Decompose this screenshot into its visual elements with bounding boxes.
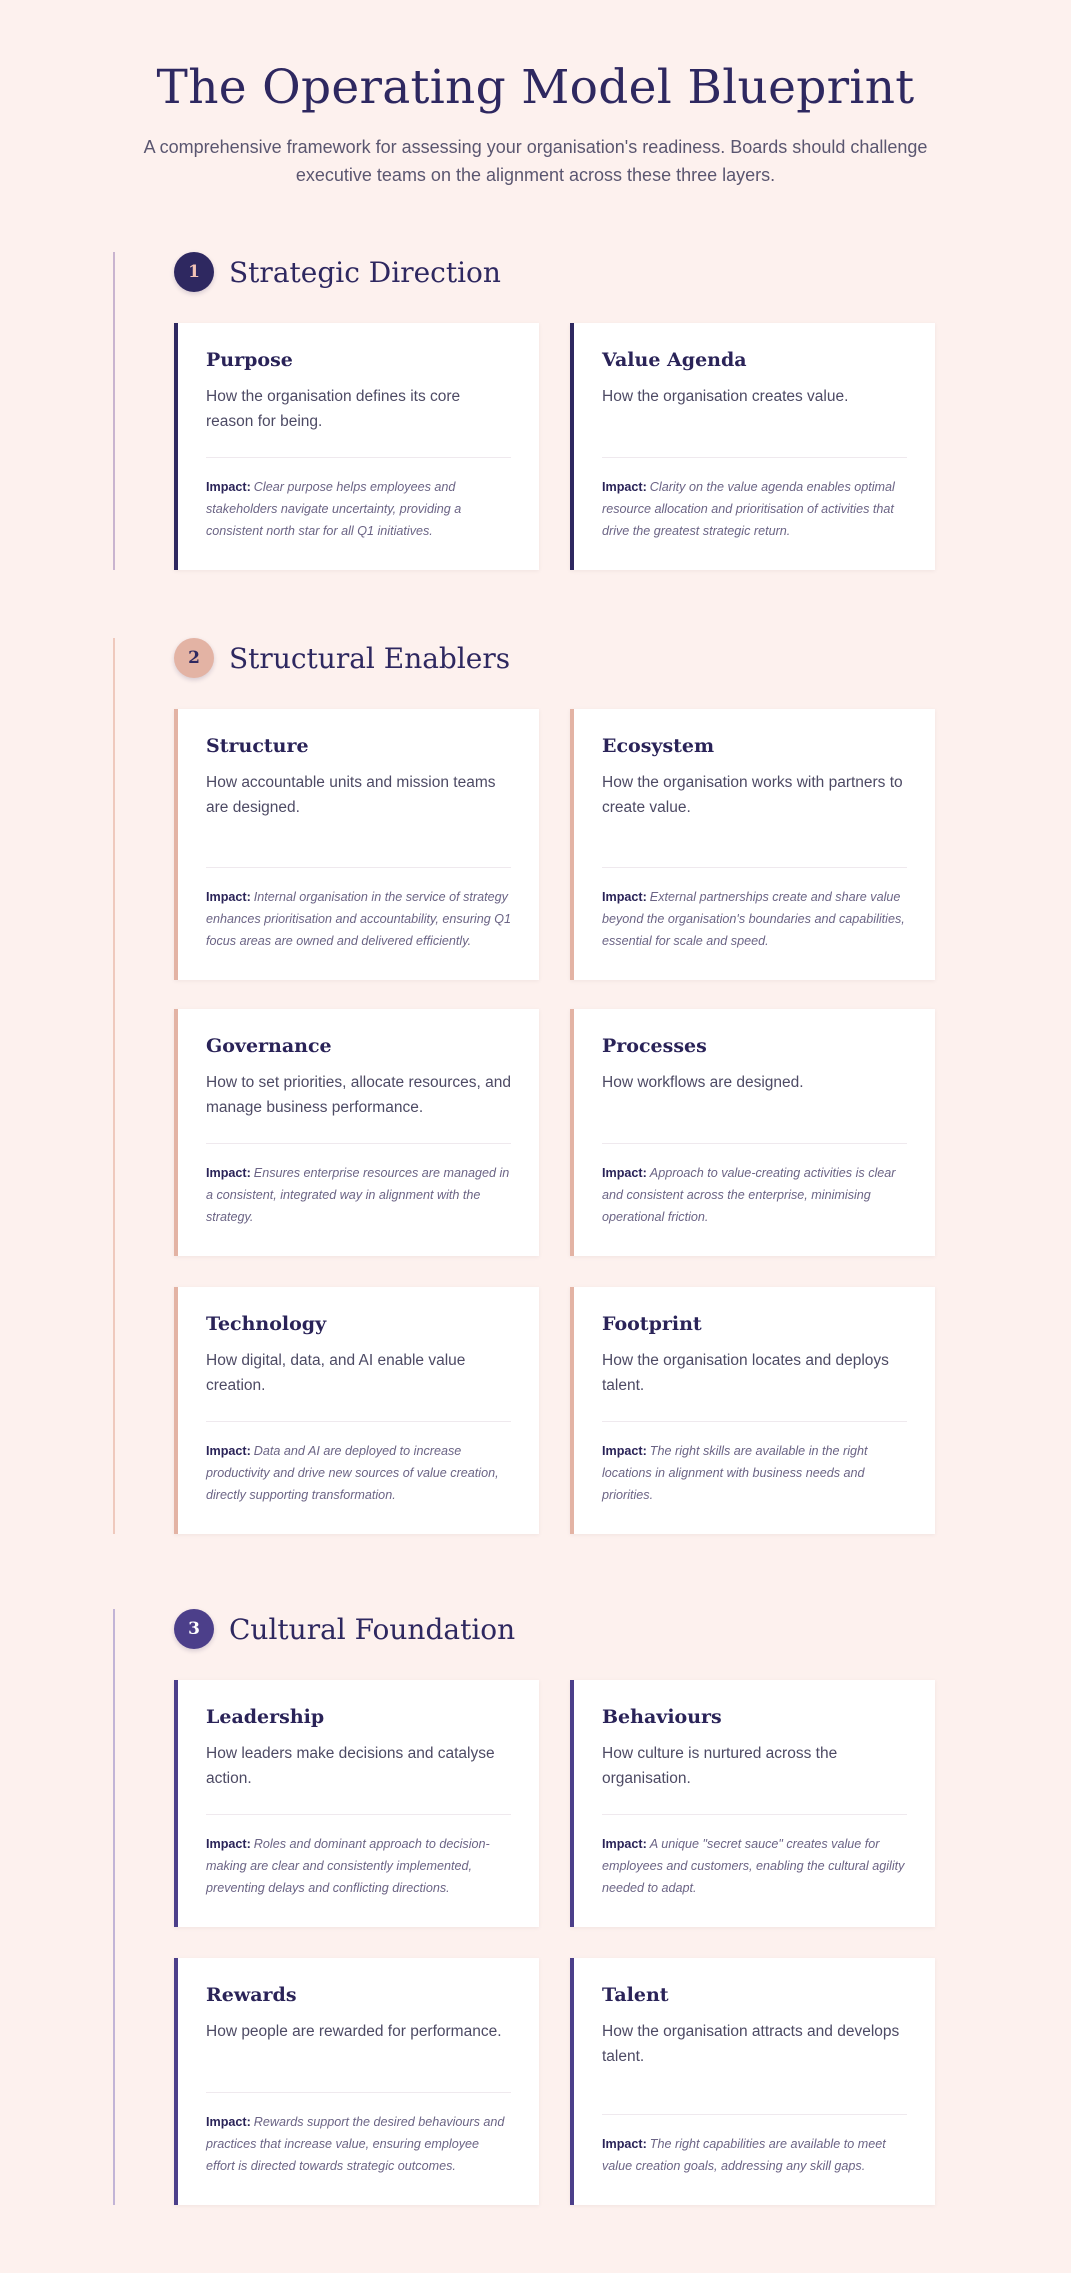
card-impact [602,457,907,542]
card-description: How the organisation creates value. [602,388,849,405]
section-strategic-direction [0,252,1071,570]
card-description: How the organisation attracts and develops talent. [602,2023,900,2065]
card-title: Ecosystem [602,735,715,757]
section-divider-line [113,638,115,1534]
card-description: How digital, data, and AI enable value creation. [206,1352,466,1394]
section-header [174,638,510,678]
card-governance [174,1009,539,1256]
impact-text: External partnerships create and share value beyond the organisation's boundaries and capabilities, essential for scale and speed. [602,890,905,948]
card-title: Purpose [206,349,293,371]
card-impact [206,1814,511,1899]
section-number-badge: 3 [174,1609,214,1649]
section-title: Strategic Direction [229,255,501,289]
section-divider-line [113,252,115,570]
card-impact [206,2092,511,2177]
impact-label: Impact: [206,1444,251,1458]
card-description: How the organisation defines its core reason for being. [206,388,461,430]
card-title: Value Agenda [602,349,747,371]
card-impact [602,1143,907,1228]
impact-text: The right skills are available in the right locations in alignment with business needs and priorities. [602,1444,868,1502]
card-title: Governance [206,1035,332,1057]
impact-label: Impact: [602,890,647,904]
section-structural-enablers [0,638,1071,1534]
section-header [174,252,501,292]
card-description: How to set priorities, allocate resources, and manage business performance. [206,1074,511,1116]
impact-label: Impact: [602,480,647,494]
card-description: How the organisation locates and deploys talent. [602,1352,889,1394]
impact-text: Data and AI are deployed to increase productivity and drive new sources of value creation, directly supporting transformation. [206,1444,499,1502]
card-title: Leadership [206,1706,325,1728]
section-title: Cultural Foundation [229,1612,516,1646]
card-impact [206,1421,511,1506]
impact-text: Roles and dominant approach to decision-making are clear and consistently implemented, preventing delays and conflicting directions. [206,1837,490,1895]
impact-label: Impact: [206,2115,251,2129]
impact-label: Impact: [206,890,251,904]
impact-label: Impact: [206,1837,251,1851]
card-title: Behaviours [602,1706,722,1728]
card-impact [602,1421,907,1506]
card-description: How workflows are designed. [602,1074,804,1091]
card-title: Rewards [206,1984,297,2006]
card-impact [602,1814,907,1899]
impact-label: Impact: [602,1837,647,1851]
card-impact [206,457,511,542]
card-ecosystem [570,709,935,980]
section-header [174,1609,515,1649]
card-structure [174,709,539,980]
impact-text: Ensures enterprise resources are managed in a consistent, integrated way in alignment with the strategy. [206,1166,510,1224]
section-divider-line [113,1609,115,2205]
impact-text: A unique "secret sauce" creates value for employees and customers, enabling the cultural agility needed to adapt. [602,1837,905,1895]
card-title: Processes [602,1035,707,1057]
card-title: Technology [206,1313,327,1335]
card-description: How people are rewarded for performance. [206,2023,502,2040]
card-description: How the organisation works with partners to create value. [602,774,903,816]
impact-text: Internal organisation in the service of strategy enhances prioritisation and accountability, ensuring Q1 focus areas are owned and delivered efficiently. [206,890,511,948]
impact-label: Impact: [602,1166,647,1180]
impact-label: Impact: [602,1444,647,1458]
card-behaviours [570,1680,935,1927]
card-description: How culture is nurtured across the organisation. [602,1745,838,1787]
card-impact [602,2114,907,2177]
impact-text: Rewards support the desired behaviours and practices that increase value, ensuring employee effort is directed towards strategic outcomes. [206,2115,505,2173]
section-number-badge: 2 [174,638,214,678]
page-title: The Operating Model Blueprint [156,60,915,115]
page-subtitle: A comprehensive framework for assessing your organisation's readiness. Boards should challenge executive teams on the alignment across these three layers. [143,137,928,185]
section-title: Structural Enablers [229,641,511,675]
impact-text: Approach to value-creating activities is clear and consistent across the enterprise, minimising operational friction. [602,1166,896,1224]
impact-label: Impact: [602,2137,647,2151]
card-processes [570,1009,935,1256]
section-cultural-foundation [0,1609,1071,2205]
section-number-badge: 1 [174,252,214,292]
card-title: Structure [206,735,309,757]
card-title: Footprint [602,1313,702,1335]
card-value-agenda [570,323,935,570]
impact-label: Impact: [206,480,251,494]
impact-text: Clear purpose helps employees and stakeholders navigate uncertainty, providing a consistent north star for all Q1 initiatives. [206,480,462,538]
card-title: Talent [602,1984,669,2006]
card-impact [602,867,907,952]
card-description: How accountable units and mission teams are designed. [206,774,496,816]
card-impact [206,1143,511,1228]
card-talent [570,1958,935,2205]
card-impact [206,867,511,952]
card-leadership [174,1680,539,1927]
impact-text: Clarity on the value agenda enables optimal resource allocation and prioritisation of activities that drive the greatest strategic return. [602,480,895,538]
card-footprint [570,1287,935,1534]
card-description: How leaders make decisions and catalyse action. [206,1745,495,1787]
impact-label: Impact: [206,1166,251,1180]
impact-text: The right capabilities are available to meet value creation goals, addressing any skill gaps. [602,2137,886,2173]
page-header [0,60,1071,189]
card-rewards [174,1958,539,2205]
card-purpose [174,323,539,570]
card-technology [174,1287,539,1534]
